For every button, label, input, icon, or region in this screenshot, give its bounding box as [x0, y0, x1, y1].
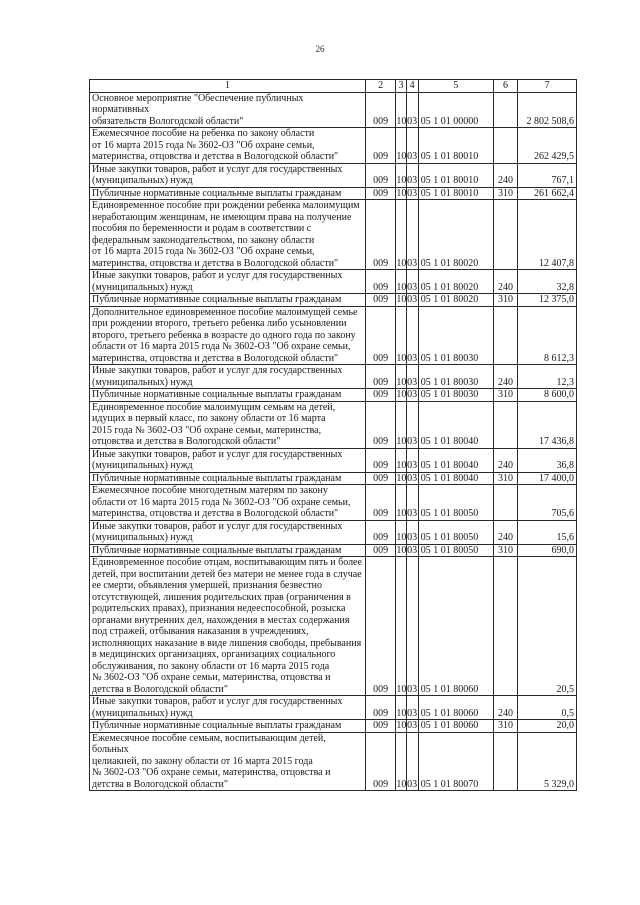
row-subsection: 03 [406, 306, 418, 365]
row-expense-type [493, 557, 517, 696]
row-ved-code: 009 [365, 270, 395, 294]
row-section: 10 [396, 485, 406, 521]
row-name: Публичные нормативные социальные выплаты гражданам [90, 294, 366, 307]
row-subsection: 03 [406, 485, 418, 521]
table-row [90, 365, 577, 389]
row-subsection: 03 [406, 696, 418, 720]
row-target-article: 05 1 01 80010 [418, 187, 493, 200]
row-amount: 32,8 [518, 270, 577, 294]
table-row [90, 557, 577, 696]
row-expense-type [493, 401, 517, 448]
row-expense-type [493, 128, 517, 164]
row-target-article: 05 1 01 00000 [418, 92, 493, 128]
row-amount: 12,3 [518, 365, 577, 389]
table-row [90, 472, 577, 485]
row-target-article: 05 1 01 80050 [418, 485, 493, 521]
column-header-target-article: 5 [418, 80, 493, 93]
row-subsection: 03 [407, 720, 418, 731]
column-header-subsection: 4 [406, 80, 418, 93]
row-target-article: 05 1 01 80040 [418, 472, 493, 485]
row-ved-code: 009 [365, 200, 395, 270]
row-subsection: 03 [406, 557, 418, 696]
row-ved-code: 009 [365, 720, 395, 733]
row-name: Единовременное пособие малоимущим семьям на детей, идущих в первый класс, по закону области от 16 марта 2015 года № 3602-ОЗ "Об охране семьи, материнства, отцовства и детства в Вологодской области" [90, 401, 366, 448]
row-amount: 8 612,3 [518, 306, 577, 365]
row-expense-type [493, 732, 517, 791]
row-subsection: 03 [407, 294, 418, 305]
row-section: 10 [396, 732, 406, 791]
row-ved-code: 009 [365, 732, 395, 791]
row-subsection: 03 [406, 732, 418, 791]
row-amount: 690,0 [518, 544, 577, 557]
row-ved-code: 009 [365, 557, 395, 696]
row-amount: 0,5 [518, 696, 577, 720]
table-row [90, 92, 577, 128]
row-amount: 12 375,0 [518, 294, 577, 307]
table-row [90, 485, 577, 521]
row-expense-type [493, 306, 517, 365]
table-row [90, 270, 577, 294]
row-subsection: 03 [406, 92, 418, 128]
row-subsection: 03 [407, 472, 418, 484]
row-amount: 261 662,4 [518, 187, 577, 200]
row-ved-code: 009 [365, 520, 395, 544]
row-target-article: 05 1 01 80070 [418, 732, 493, 791]
row-ved-code: 009 [365, 128, 395, 164]
row-ved-code: 009 [365, 448, 395, 472]
row-expense-type: 240 [493, 365, 517, 389]
row-expense-type: 310 [493, 544, 517, 557]
row-target-article: 05 1 01 80060 [418, 720, 493, 733]
row-expense-type: 310 [493, 720, 517, 733]
row-target-article: 05 1 01 80030 [418, 306, 493, 365]
table-header-row [90, 80, 577, 93]
table-row [90, 732, 577, 791]
row-subsection: 03 [406, 128, 418, 164]
table-body [90, 92, 577, 791]
row-subsection: 03 [407, 389, 418, 400]
row-name: Публичные нормативные социальные выплаты гражданам [90, 720, 366, 733]
table-row [90, 544, 577, 557]
row-ved-code: 009 [365, 696, 395, 720]
row-ved-code: 009 [365, 389, 395, 402]
row-name: Иные закупки товаров, работ и услуг для государственных (муниципальных) нужд [90, 270, 366, 294]
table-row [90, 163, 577, 187]
row-expense-type: 240 [493, 163, 517, 187]
row-name: Иные закупки товаров, работ и услуг для государственных (муниципальных) нужд [90, 520, 366, 544]
row-section: 10 [396, 557, 406, 696]
table-row [90, 448, 577, 472]
row-expense-type: 240 [493, 270, 517, 294]
row-subsection: 03 [406, 365, 418, 389]
row-expense-type [493, 200, 517, 270]
row-target-article: 05 1 01 80030 [418, 365, 493, 389]
row-amount: 36,8 [518, 448, 577, 472]
column-header-section: 3 [396, 80, 406, 93]
row-amount: 20,5 [518, 557, 577, 696]
row-target-article: 05 1 01 80020 [418, 270, 493, 294]
row-section: 10 [396, 306, 406, 365]
row-amount: 2 802 508,6 [518, 92, 577, 128]
row-ved-code: 009 [365, 485, 395, 521]
row-name: Публичные нормативные социальные выплаты гражданам [90, 544, 366, 557]
row-amount: 15,6 [518, 520, 577, 544]
row-amount: 17 400,0 [518, 472, 577, 485]
row-expense-type [493, 485, 517, 521]
row-section: 10 [396, 92, 406, 128]
row-amount: 12 407,8 [518, 200, 577, 270]
row-name: Иные закупки товаров, работ и услуг для государственных (муниципальных) нужд [90, 696, 366, 720]
row-ved-code: 009 [365, 306, 395, 365]
row-expense-type: 310 [493, 472, 517, 485]
row-section: 10 [396, 544, 407, 556]
row-amount: 17 436,8 [518, 401, 577, 448]
table-row [90, 200, 577, 270]
row-ved-code: 009 [365, 294, 395, 307]
row-name: Единовременное пособие отцам, воспитывающим пять и более детей, при воспитании детей без матери не менее года в случае ее смерти, объявления умершей, признания безвестно отсутствующей, лишения родительских прав (ограничения в родительских правах), признания недееспособной, розыска органами внутренних дел, нахождения в местах содержания под стражей, отбывания наказания в учреждениях, исполняющих наказание в виде лишения свободы, пребывания в медицинских организациях, организациях социального обслуживания, по закону области от 16 марта 2015 года № 3602-ОЗ "Об охране семьи, материнства, отцовства и детства в Вологодской области" [90, 557, 366, 696]
row-ved-code: 009 [365, 472, 395, 485]
budget-table [89, 79, 577, 791]
table-row [90, 696, 577, 720]
row-name: Публичные нормативные социальные выплаты гражданам [90, 472, 366, 485]
row-target-article: 05 1 01 80050 [418, 544, 493, 557]
row-name: Иные закупки товаров, работ и услуг для государственных (муниципальных) нужд [90, 448, 366, 472]
row-section: 10 [396, 200, 406, 270]
table-row [90, 720, 577, 733]
row-expense-type: 310 [493, 294, 517, 307]
row-subsection: 03 [406, 200, 418, 270]
row-expense-type: 310 [493, 389, 517, 402]
row-section: 10 [396, 187, 407, 199]
row-section: 10 [396, 365, 406, 389]
row-section: 10 [396, 696, 406, 720]
row-name: Публичные нормативные социальные выплаты гражданам [90, 187, 366, 200]
table-row [90, 520, 577, 544]
row-amount: 5 329,0 [518, 732, 577, 791]
row-section: 10 [396, 128, 406, 164]
row-target-article: 05 1 01 80030 [418, 389, 493, 402]
row-target-article: 05 1 01 80040 [418, 448, 493, 472]
row-expense-type: 240 [493, 696, 517, 720]
row-expense-type: 240 [493, 520, 517, 544]
row-target-article: 05 1 01 80020 [418, 200, 493, 270]
row-name: Основное мероприятие "Обеспечение публичных нормативных обязательств Вологодской области" [90, 92, 366, 128]
table-row [90, 128, 577, 164]
row-amount: 20,0 [518, 720, 577, 733]
row-section: 10 [396, 163, 406, 187]
row-amount: 705,6 [518, 485, 577, 521]
row-subsection: 03 [407, 187, 418, 199]
row-target-article: 05 1 01 80060 [418, 696, 493, 720]
column-header-expense-type: 6 [493, 80, 517, 93]
row-amount: 262 429,5 [518, 128, 577, 164]
row-target-article: 05 1 01 80040 [418, 401, 493, 448]
row-name: Публичные нормативные социальные выплаты гражданам [90, 389, 366, 402]
table-row [90, 187, 577, 200]
row-section: 10 [396, 720, 407, 731]
table-row [90, 401, 577, 448]
row-expense-type: 310 [493, 187, 517, 200]
row-target-article: 05 1 01 80050 [418, 520, 493, 544]
row-name: Иные закупки товаров, работ и услуг для государственных (муниципальных) нужд [90, 365, 366, 389]
row-ved-code: 009 [365, 401, 395, 448]
row-ved-code: 009 [365, 187, 395, 200]
row-amount: 8 600,0 [518, 389, 577, 402]
row-section: 10 [396, 448, 406, 472]
row-ved-code: 009 [365, 365, 395, 389]
row-name: Иные закупки товаров, работ и услуг для государственных (муниципальных) нужд [90, 163, 366, 187]
table-row [90, 306, 577, 365]
row-ved-code: 009 [365, 163, 395, 187]
row-target-article: 05 1 01 80060 [418, 557, 493, 696]
row-name: Ежемесячное пособие многодетным матерям по закону области от 16 марта 2015 года № 3602-ОЗ "Об охране семьи, материнства, отцовства и детства в Вологодской области" [90, 485, 366, 521]
row-section: 10 [396, 472, 407, 484]
row-subsection: 03 [406, 270, 418, 294]
page-number: 26 [315, 44, 325, 54]
row-section: 10 [396, 270, 406, 294]
row-target-article: 05 1 01 80010 [418, 163, 493, 187]
table-row [90, 294, 577, 307]
row-target-article: 05 1 01 80020 [418, 294, 493, 307]
row-name: Ежемесячное пособие семьям, воспитывающим детей, больных целиакией, по закону области от 16 марта 2015 года № 3602-ОЗ "Об охране семьи, материнства, отцовства и детства в Вологодской области" [90, 732, 366, 791]
column-header-amount: 7 [518, 80, 577, 93]
row-name: Единовременное пособие при рождении ребенка малоимущим неработающим женщинам, не имеющим права на получение пособия по беременности и родам в соответствии с федеральным законодательством, по закону области от 16 марта 2015 года № 3602-ОЗ "Об охране семьи, материнства, отцовства и детства в Вологодской области" [90, 200, 366, 270]
row-section: 10 [396, 389, 407, 400]
row-expense-type [493, 92, 517, 128]
row-target-article: 05 1 01 80010 [418, 128, 493, 164]
row-name: Ежемесячное пособие на ребенка по закону области от 16 марта 2015 года № 3602-ОЗ "Об охране семьи, материнства, отцовства и детства в Вологодской области" [90, 128, 366, 164]
row-subsection: 03 [406, 448, 418, 472]
row-section: 10 [396, 401, 406, 448]
row-subsection: 03 [406, 163, 418, 187]
row-subsection: 03 [406, 401, 418, 448]
row-section: 10 [396, 520, 406, 544]
row-ved-code: 009 [365, 92, 395, 128]
row-expense-type: 240 [493, 448, 517, 472]
column-header-ved: 2 [365, 80, 395, 93]
table-row [90, 389, 577, 402]
row-ved-code: 009 [365, 544, 395, 557]
row-subsection: 03 [406, 520, 418, 544]
row-section: 10 [396, 294, 407, 305]
row-name: Дополнительное единовременное пособие малоимущей семье при рождении второго, третьего ребенка либо усыновлении второго, третьего ребенка в возрасте до одного года по закону области от 16 марта 2015 года № 3602-ОЗ "Об охране семьи, материнства, отцовства и детства в Вологодской области" [90, 306, 366, 365]
row-subsection: 03 [407, 544, 418, 556]
row-amount: 767,1 [518, 163, 577, 187]
column-header-name: 1 [90, 80, 366, 93]
